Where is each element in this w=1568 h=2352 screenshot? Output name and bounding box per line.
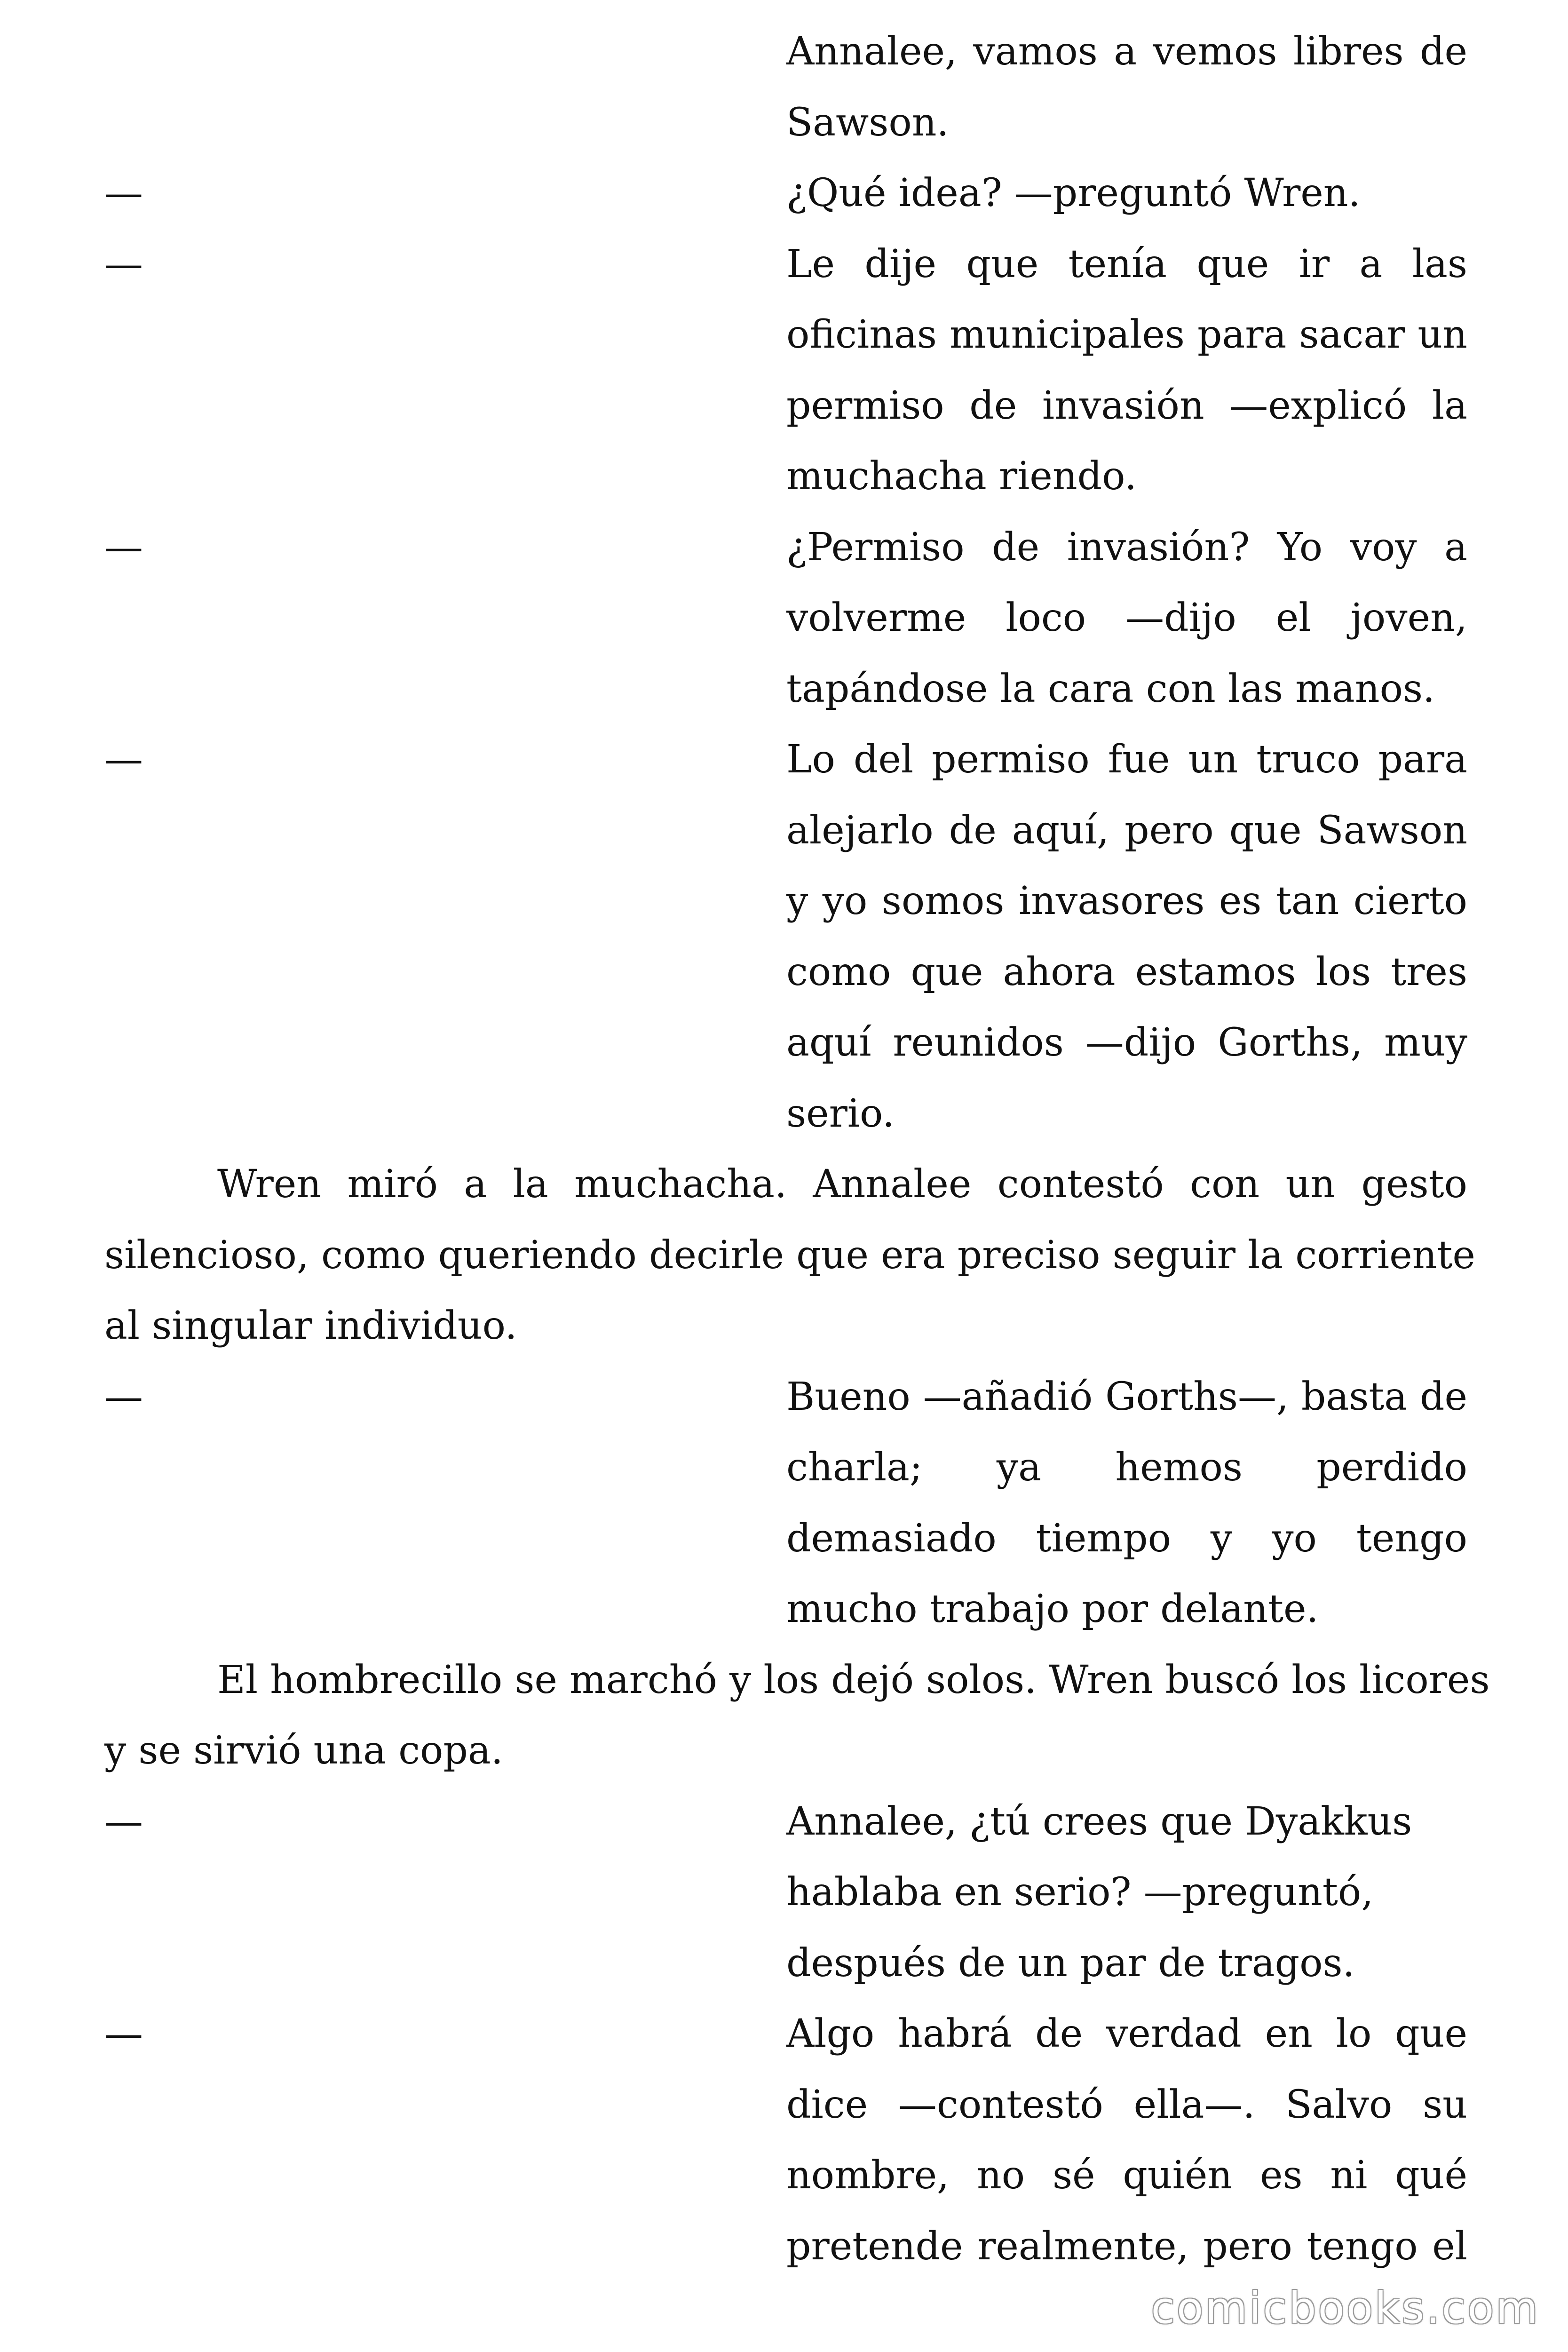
dialogue-line: Algo habrá de verdad en lo que bbox=[786, 2011, 1467, 2056]
dialogue-line: charla; ya hemos perdido bbox=[786, 1445, 1467, 1490]
narration-line: Wren miró a la muchacha. Annalee contestó con un gesto bbox=[217, 1162, 1467, 1207]
dialogue-line: pretende realmente, pero tengo el bbox=[786, 2224, 1467, 2269]
dialogue-dash: — bbox=[104, 737, 143, 782]
narration-line: y se sirvió una copa. bbox=[104, 1728, 503, 1773]
dialogue-line: dice —contestó ella—. Salvo su bbox=[786, 2082, 1467, 2127]
dialogue-line: como que ahora estamos los tres bbox=[786, 949, 1467, 994]
dialogue-line: volverme loco —dijo el joven, bbox=[786, 596, 1467, 640]
dialogue-dash: — bbox=[104, 2011, 143, 2056]
dialogue-dash: — bbox=[104, 241, 143, 286]
dialogue-line: y yo somos invasores es tan cierto bbox=[786, 879, 1467, 923]
narration-line: silencioso, como queriendo decirle que era preciso seguir la corriente bbox=[104, 1232, 1475, 1278]
dialogue-line: después de un par de tragos. bbox=[786, 1940, 1355, 1986]
dialogue-line: oficinas municipales para sacar un bbox=[786, 312, 1467, 357]
dialogue-line: permiso de invasión —explicó la bbox=[786, 383, 1467, 428]
dialogue-dash: — bbox=[104, 171, 143, 215]
dialogue-line: serio. bbox=[786, 1091, 895, 1136]
dialogue-line: mucho trabajo por delante. bbox=[786, 1587, 1319, 1631]
narration-line: El hombrecillo se marchó y los dejó solos. Wren buscó los licores bbox=[217, 1657, 1490, 1702]
dialogue-line: Bueno —añadió Gorths—, basta de bbox=[786, 1374, 1467, 1419]
narration-line: al singular individuo. bbox=[104, 1303, 517, 1348]
dialogue-line: Annalee, ¿tú crees que Dyakkus bbox=[786, 1799, 1412, 1844]
dialogue-line: alejarlo de aquí, pero que Sawson bbox=[786, 808, 1467, 853]
dialogue-line: Annalee, vamos a vemos libres de bbox=[786, 29, 1467, 74]
dialogue-line: aquí reunidos —dijo Gorths, muy bbox=[786, 1020, 1467, 1065]
dialogue-line: tapándose la cara con las manos. bbox=[786, 666, 1435, 711]
dialogue-line: nombre, no sé quién es ni qué bbox=[786, 2153, 1467, 2198]
dialogue-dash: — bbox=[104, 1374, 143, 1419]
dialogue-dash: — bbox=[104, 524, 143, 570]
dialogue-line: ¿Permiso de invasión? Yo voy a bbox=[786, 524, 1467, 570]
dialogue-line: muchacha riendo. bbox=[786, 454, 1137, 499]
dialogue-line: Sawson. bbox=[786, 100, 949, 145]
watermark-logo: comicbooks.com bbox=[1151, 2283, 1540, 2333]
dialogue-line: Le dije que tenía que ir a las bbox=[786, 241, 1467, 286]
dialogue-dash: — bbox=[104, 1799, 143, 1844]
dialogue-line: demasiado tiempo y yo tengo bbox=[786, 1516, 1467, 1561]
dialogue-line: hablaba en serio? —preguntó, bbox=[786, 1870, 1374, 1915]
dialogue-line: ¿Qué idea? —preguntó Wren. bbox=[786, 171, 1361, 215]
dialogue-line: Lo del permiso fue un truco para bbox=[786, 737, 1467, 782]
